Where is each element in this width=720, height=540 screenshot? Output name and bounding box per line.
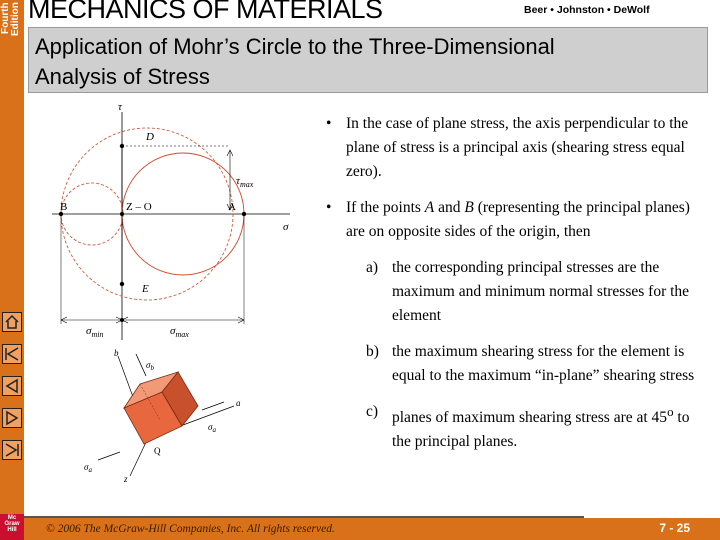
origin-dot [120,212,124,216]
axis-z-label: z [124,474,128,484]
sigma-a-label: $\sigma_a$ [208,422,216,434]
origin-q-label: Q [154,446,161,456]
sub-item-mark: b) [366,343,379,360]
sigma-dim-origin-dot [120,318,124,322]
slide-content [322,112,708,466]
authors: Beer • Johnston • DeWolf [524,4,650,16]
point-e-label: E [142,283,149,295]
previous-slide-icon[interactable] [2,376,22,396]
home-icon[interactable] [2,312,22,332]
sigma-b-label: $\sigma_b$ [146,360,154,372]
sub-item-b [322,340,708,388]
point-d-label: D [146,131,154,143]
bullet-opposite-sides [322,196,708,244]
bullet-text-part: If the points [346,199,425,216]
mohr-circle-figure [30,100,300,350]
bullet-text-part: (representing the principal planes) are on opposite sides of the origin, then [346,199,690,240]
sub-item-text: to the principal planes. [392,409,690,451]
bullet-text: In the case of plane stress, the axis perpendicular to the plane of stress is a principal axis (shearing stress equal zero). [346,115,689,180]
sub-item-mark: a) [366,259,379,276]
bullet-text-part: and [434,199,465,216]
course-title: MECHANICS OF MATERIALS [28,0,383,24]
slide-title: Application of Mohr’s Circle to the Three-Dimensional Analysis of Stress [35,34,555,89]
sigma-min-label: $\sigma_{min}$ [86,325,104,339]
point-b-ref: B [464,199,474,216]
tau-axis-label: τ [118,101,122,113]
sigma-max-label: $\sigma_{max}$ [170,325,189,339]
sub-item-c [322,400,708,454]
sigma-a-arrow [202,402,224,410]
sub-item-text: planes of maximum shearing stress are at 45 [392,409,668,427]
tau-max-label: $\tau_{max}$ [236,175,254,189]
bullet-plane-stress [322,112,708,184]
sub-item-a [322,256,708,328]
sigma-a-opposite-label: $\sigma_a$ [84,462,92,474]
bullet-mark: • [326,115,332,132]
center-label: Z – O [126,201,152,213]
degree-superscript: o [667,404,674,419]
point-a-dot [242,212,246,216]
footer-rule [24,516,584,518]
sigma-a-arrow-opposite [98,452,120,460]
first-slide-icon[interactable] [2,344,22,364]
point-b-label: B [60,201,68,213]
sigma-b-arrow [136,354,146,376]
sub-item-text: the corresponding principal stresses are the maximum and minimum normal stresses for the element [392,259,690,324]
page-number: 7 - 25 [659,521,690,535]
stress-element-figure [74,348,274,498]
footer-bar [24,518,720,540]
point-a-ref: A [424,199,435,216]
axis-a-label: a [236,398,241,408]
edition-label: Fourth Edition [0,2,21,36]
last-slide-icon[interactable] [2,440,22,460]
sigma-axis-label: σ [283,221,289,233]
point-a-label: A [228,201,236,213]
publisher-logo: Mc Graw Hill [0,514,24,540]
left-sidebar [0,0,24,540]
next-slide-icon[interactable] [2,408,22,428]
copyright-notice: © 2006 The McGraw-Hill Companies, Inc. All rights reserved. [46,523,335,535]
point-d-dot [120,144,124,148]
axis-b-label: b [114,348,119,358]
sub-item-text: the maximum shearing stress for the element is equal to the maximum “in-plane” shearing stress [392,343,695,384]
point-e-dot [120,282,124,286]
subtitle-band [28,27,708,93]
bullet-mark: • [326,199,332,216]
sub-item-mark: c) [366,403,379,420]
